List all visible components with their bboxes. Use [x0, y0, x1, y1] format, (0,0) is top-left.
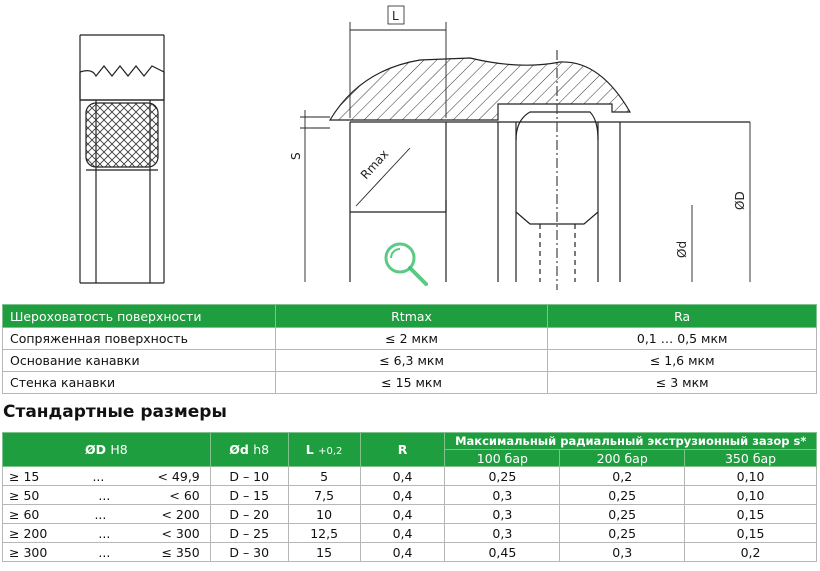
label-d: Ød: [675, 240, 689, 258]
cell: D – 10: [210, 467, 288, 486]
header-D: ØD H8: [3, 433, 211, 467]
range-part: ≥ 60: [9, 506, 40, 522]
sizes-header-row-1: [3, 433, 817, 450]
cell: D – 25: [210, 524, 288, 543]
table-row: [3, 543, 817, 562]
table-row: [3, 486, 817, 505]
range-part: < 49,9: [157, 468, 200, 484]
section-title: Стандартные размеры: [3, 402, 227, 422]
roughness-header-ra: Ra: [548, 305, 817, 328]
cell: D – 30: [210, 543, 288, 562]
cell: 10: [288, 505, 360, 524]
cell: D – 20: [210, 505, 288, 524]
cell: 0,25: [445, 467, 560, 486]
cell: 0,25: [560, 524, 685, 543]
cell: 7,5: [288, 486, 360, 505]
table-row: [3, 467, 817, 486]
cell-D-range: [3, 524, 211, 543]
cell: 0,2: [685, 543, 817, 562]
cell: 0,25: [560, 505, 685, 524]
range-part: < 60: [169, 487, 200, 503]
cell: 0,25: [560, 486, 685, 505]
cell: ≤ 1,6 мкм: [548, 350, 817, 372]
range-part: ≥ 50: [9, 487, 40, 503]
seal-profile: [80, 35, 164, 283]
table-row: [3, 524, 817, 543]
roughness-header-rtmax: Rtmax: [275, 305, 548, 328]
standard-sizes-table: [2, 432, 817, 562]
cell: 0,3: [560, 543, 685, 562]
cell: 0,15: [685, 524, 817, 543]
header-350bar: 350 бар: [685, 450, 817, 467]
label-D: ØD: [733, 191, 747, 210]
cell: 0,3: [445, 486, 560, 505]
cell: 0,4: [360, 486, 445, 505]
cell: 0,2: [560, 467, 685, 486]
cell: 0,4: [360, 524, 445, 543]
table-row: [3, 350, 817, 372]
table-row: [3, 505, 817, 524]
cell: 0,3: [445, 524, 560, 543]
table-row: [3, 328, 817, 350]
cell-D-range: [3, 467, 211, 486]
cell: ≤ 2 мкм: [275, 328, 548, 350]
cell: 0,10: [685, 486, 817, 505]
range-part: ...: [98, 525, 111, 541]
header-L: L +0,2: [288, 433, 360, 467]
roughness-header-row: [3, 305, 817, 328]
cell: 0,10: [685, 467, 817, 486]
cell: 0,4: [360, 467, 445, 486]
header-200bar: 200 бар: [560, 450, 685, 467]
label-S: S: [289, 152, 303, 160]
range-part: ≥ 200: [9, 525, 48, 541]
cell-D-range: [3, 505, 211, 524]
range-part: < 300: [161, 525, 200, 541]
label-L: L: [392, 9, 399, 23]
range-part: ≥ 15: [9, 468, 40, 484]
cell: 0,3: [445, 505, 560, 524]
header-gap: Максимальный радиальный экструзионный зазор s*: [445, 433, 817, 450]
cell: ≤ 6,3 мкм: [275, 350, 548, 372]
cell: 0,45: [445, 543, 560, 562]
cell-D-range: [3, 486, 211, 505]
roughness-header-surface: Шероховатость поверхности: [3, 305, 276, 328]
cell: ≤ 3 мкм: [548, 372, 817, 394]
cell: D – 15: [210, 486, 288, 505]
cell: 12,5: [288, 524, 360, 543]
cell: 0,4: [360, 543, 445, 562]
cell: Стенка канавки: [3, 372, 276, 394]
range-part: ≥ 300: [9, 544, 48, 560]
header-100bar: 100 бар: [445, 450, 560, 467]
drawing-labels: [289, 6, 747, 258]
range-part: ...: [98, 544, 111, 560]
cell-D-range: [3, 543, 211, 562]
table-row: [3, 372, 817, 394]
cell: ≤ 15 мкм: [275, 372, 548, 394]
header-R: R: [360, 433, 445, 467]
cell: 0,1 … 0,5 мкм: [548, 328, 817, 350]
range-part: ...: [94, 506, 107, 522]
cell: 15: [288, 543, 360, 562]
zoom-icon[interactable]: [378, 236, 438, 296]
cell: 0,4: [360, 505, 445, 524]
cell: 5: [288, 467, 360, 486]
cell: 0,15: [685, 505, 817, 524]
range-part: < 200: [161, 506, 200, 522]
range-part: ...: [92, 468, 105, 484]
range-part: ≤ 350: [161, 544, 200, 560]
label-Rmax: Rmax: [357, 147, 392, 183]
cell: Сопряженная поверхность: [3, 328, 276, 350]
cell: Основание канавки: [3, 350, 276, 372]
roughness-table: [2, 304, 817, 394]
range-part: ...: [98, 487, 111, 503]
header-d: Ød h8: [210, 433, 288, 467]
